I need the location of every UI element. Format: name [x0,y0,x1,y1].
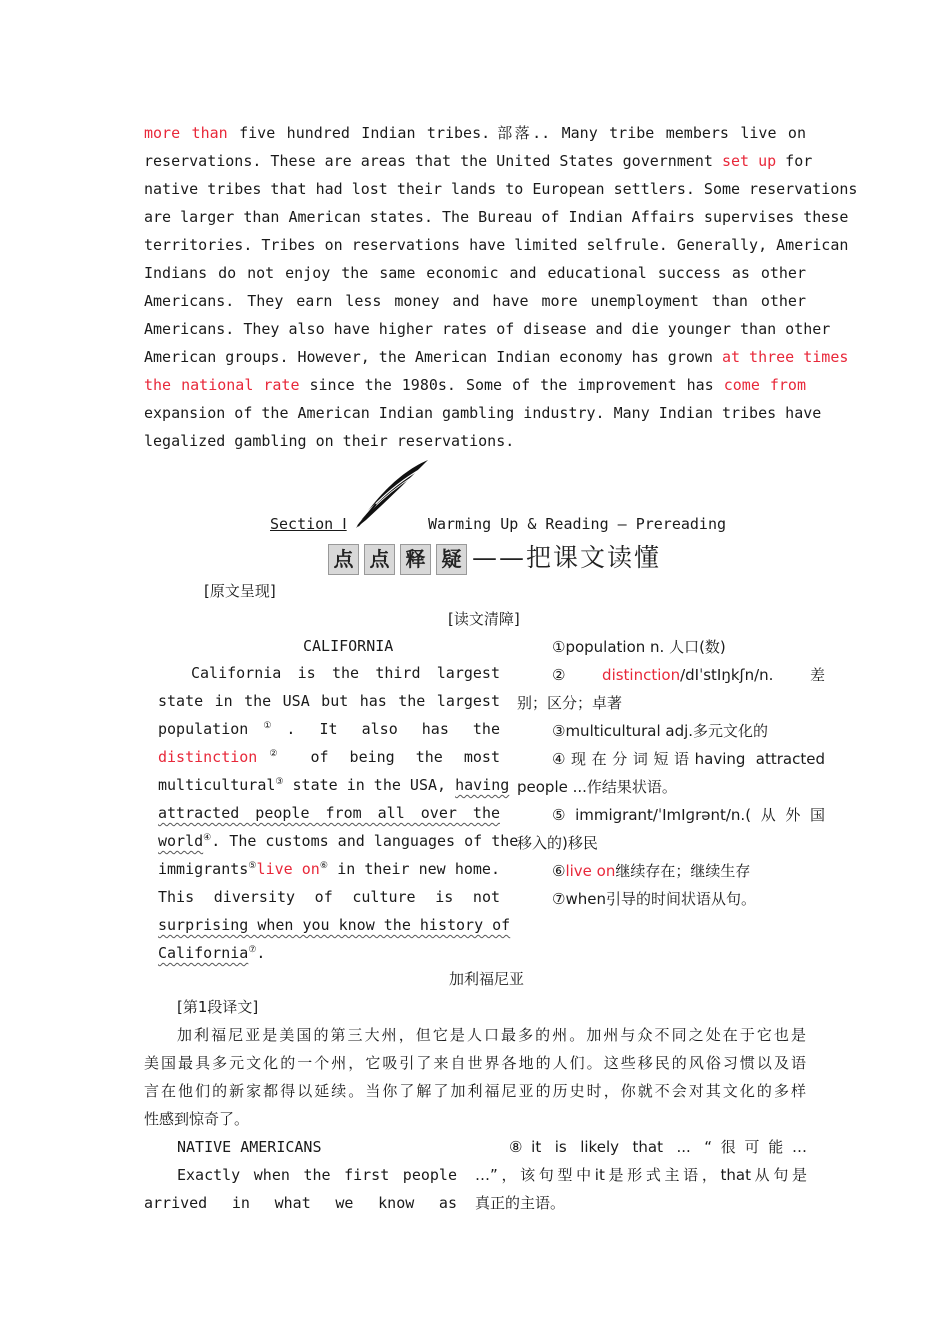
text-line: Exactly when the first people [177,1166,457,1184]
footnote-marker: ③ [275,777,284,787]
text-span: ② [552,666,603,684]
text-span: in their new home. [328,860,500,878]
footnote-marker: ⑤ [248,861,257,871]
text-line [144,147,813,175]
text-line: 言在他们的新家都得以延续。当你了解了加利福尼亚的历史时，你就不会对其文化的多样 [144,1082,806,1100]
text-line: native tribes that had lost their lands to European settlers. Some reservations [144,180,858,198]
note-item: ①population n. 人口(数) [552,638,726,656]
translation-label: [第1段译文] [177,998,259,1016]
text-span: since the 1980s. Some of the improvement has [299,376,724,394]
quill-feather-icon [352,458,432,530]
section-title [328,541,661,575]
text-line [144,343,849,371]
text-line: Indians do not enjoy the same economic and educational success as other [144,264,806,282]
note-item: ⑦when引导的时间状语从句。 [552,890,756,908]
text-line [158,939,500,967]
text-span: .. [532,124,551,142]
notes-heading: [读文清障] [448,610,520,628]
note-item [552,661,825,689]
wavy-underlined-phrase: surprising when you know the history of [158,916,511,934]
note-item: …”，该句型中it是形式主语，that从句是 [475,1166,807,1184]
text-line [158,827,519,855]
text-span: five hundred Indian tribes [227,124,482,142]
highlight-phrase: live on [256,860,320,878]
title-badge-char: 点 [328,544,359,575]
note-item: ⑤immigrant/ˈImIɡrənt/n.(从外国 [552,806,825,824]
text-span: state in the USA, [283,776,456,794]
footnote-marker: ② [257,749,290,759]
footnote-marker: ④ [203,833,212,843]
text-line: 性感到惊奇了。 [144,1110,250,1128]
original-text-label: [原文呈现] [204,582,276,600]
text-span: 继续存在；继续生存 [615,862,751,880]
text-span: for [776,152,813,170]
reading-heading: CALIFORNIA [303,637,394,655]
footnote-marker: ⑥ [319,861,329,871]
note-item [552,857,750,885]
highlight-phrase: at three times [721,348,849,366]
title-badge-char: 点 [364,544,395,575]
text-span: . It also has the [286,720,500,738]
text-span: . [256,944,266,962]
text-line: This diversity of culture is not [158,888,500,906]
text-line: territories. Tribes on reservations have limited selfrule. Generally, American [144,236,849,254]
text-span: . [481,124,491,142]
highlight-phrase: more than [144,124,228,142]
text-span: reservations. These are areas that the United States government [144,152,722,170]
title-text: ——把课文读懂 [472,543,662,572]
note-item: ③multicultural adj.多元文化的 [552,722,769,740]
highlight-phrase: the national rate [144,376,300,394]
wavy-underlined-phrase: attracted people from all over the [158,804,500,822]
title-badge-char: 疑 [436,544,467,575]
text-span: American groups. However, the American Indian economy has grown [144,348,722,366]
note-item: people ...作结果状语。 [517,778,677,796]
text-span: population [158,720,249,738]
note-item: ⑧it is likely that ... “很可能… [509,1138,807,1156]
text-span: . The customs and languages of the [211,832,519,850]
text-line: California is the third largest [191,664,500,682]
text-line: are larger than American states. The Bureau of Indian Affairs supervises these [144,208,849,226]
highlight-phrase: come from [723,376,806,394]
text-span: /dIˈstIŋkʃn/n. [680,666,774,684]
wavy-underlined-phrase: California [158,944,249,962]
note-item: 真正的主语。 [475,1194,566,1212]
text-span: immigrants [158,860,249,878]
text-line: 加利福尼亚是美国的第三大州，但它是人口最多的州。加州与众不同之处在于它也是 [177,1026,806,1044]
text-line [158,855,500,883]
note-item: 移入的)移民 [517,834,598,852]
text-line: legalized gambling on their reservations. [144,432,515,450]
text-span: ⑥ [552,862,566,880]
text-line [158,771,510,799]
highlight-phrase: set up [721,152,777,170]
title-badge-char: 释 [400,544,431,575]
footnote-marker: ⑦ [248,945,257,955]
section-subtitle: Warming Up & Reading — Prereading [428,515,727,533]
highlight-phrase: distinction [158,748,258,766]
text-line [158,799,500,827]
highlight-phrase: distinction [602,666,681,684]
note-item: 别；区分；卓著 [517,694,623,712]
text-span: 差 [773,666,825,684]
text-span: Many tribe members live on [550,124,806,142]
text-line: expansion of the American Indian gambling industry. Many Indian tribes have [144,404,822,422]
text-span: of being the most [289,748,500,766]
text-line: 美国最具多元文化的一个州，它吸引了来自世界各地的人们。这些移民的风俗习惯以及语 [144,1054,806,1072]
section-label: Section Ⅰ [270,515,347,533]
text-line [144,371,806,399]
text-line [158,743,500,771]
wavy-underlined-phrase: having [455,776,510,794]
text-line [158,911,511,939]
wavy-underlined-phrase: world [158,832,204,850]
text-line: Americans. They also have higher rates of disease and die younger than other [144,320,831,338]
translation-title: 加利福尼亚 [449,970,525,988]
text-line [144,119,806,147]
highlight-phrase: live on [565,862,616,880]
footnote-marker: ① [248,721,287,731]
text-line [158,715,500,743]
text-line: Americans. They earn less money and have more unemployment than other [144,292,806,310]
text-line: state in the USA but has the largest [158,692,500,710]
note-item: ④现在分词短语having attracted [552,750,825,768]
native-heading: NATIVE AMERICANS [177,1138,322,1156]
text-span: 部落 [490,124,533,142]
text-span: multicultural [158,776,276,794]
text-line: arrived in what we know as [144,1194,457,1212]
